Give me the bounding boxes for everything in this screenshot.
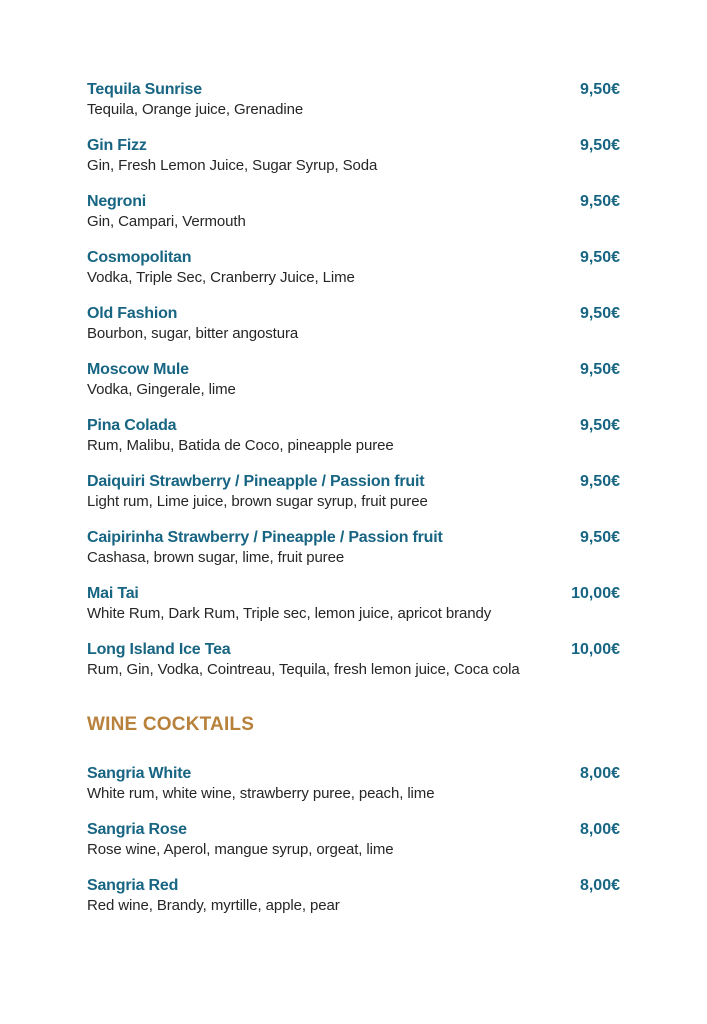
menu-content: [87, 80, 620, 932]
item-price: 10,00€: [571, 585, 620, 602]
item-name: Long Island Ice Tea: [87, 641, 231, 658]
item-price: 9,50€: [579, 193, 620, 210]
item-description: Bourbon, sugar, bitter angostura: [87, 325, 299, 342]
item-name: Mai Tai: [87, 585, 139, 602]
section-header-wine-cocktails: WINE COCKTAILS: [87, 714, 255, 735]
menu-item: [87, 248, 620, 288]
item-description: Red wine, Brandy, myrtille, apple, pear: [87, 897, 340, 914]
cocktails-list: [87, 80, 620, 680]
menu-item-row: [87, 640, 620, 660]
item-price: 8,00€: [579, 821, 620, 838]
item-description: Gin, Fresh Lemon Juice, Sugar Syrup, Soda: [87, 157, 378, 174]
menu-item: [87, 80, 620, 120]
menu-item: [87, 192, 620, 232]
item-name: Cosmopolitan: [87, 249, 192, 266]
menu-item-row: [87, 248, 620, 268]
menu-item: [87, 360, 620, 400]
item-name: Sangria Rose: [87, 821, 187, 838]
item-name: Moscow Mule: [87, 361, 189, 378]
item-description: Vodka, Triple Sec, Cranberry Juice, Lime: [87, 269, 355, 286]
item-price: 9,50€: [579, 417, 620, 434]
item-price: 9,50€: [579, 249, 620, 266]
item-description: Rum, Gin, Vodka, Cointreau, Tequila, fresh lemon juice, Coca cola: [87, 661, 520, 678]
item-name: Sangria White: [87, 765, 192, 782]
menu-item-row: [87, 876, 620, 896]
menu-item-row: [87, 472, 620, 492]
menu-item-row: [87, 136, 620, 156]
item-name: Tequila Sunrise: [87, 81, 202, 98]
menu-item-row: [87, 820, 620, 840]
item-description: Gin, Campari, Vermouth: [87, 213, 246, 230]
item-price: 9,50€: [579, 137, 620, 154]
item-price: 9,50€: [579, 473, 620, 490]
menu-item: [87, 472, 620, 512]
item-description: Cashasa, brown sugar, lime, fruit puree: [87, 549, 345, 566]
item-description: Rose wine, Aperol, mangue syrup, orgeat, lime: [87, 841, 394, 858]
menu-item: [87, 820, 620, 860]
menu-item: [87, 640, 620, 680]
item-name: Pina Colada: [87, 417, 177, 434]
menu-item: [87, 416, 620, 456]
item-price: 9,50€: [579, 529, 620, 546]
menu-item: [87, 764, 620, 804]
item-description: Rum, Malibu, Batida de Coco, pineapple puree: [87, 437, 394, 454]
item-description: Tequila, Orange juice, Grenadine: [87, 101, 304, 118]
menu-item: [87, 528, 620, 568]
item-price: 9,50€: [579, 81, 620, 98]
item-description: Vodka, Gingerale, lime: [87, 381, 236, 398]
item-price: 8,00€: [579, 765, 620, 782]
item-price: 9,50€: [579, 361, 620, 378]
menu-item-row: [87, 584, 620, 604]
menu-item-row: [87, 304, 620, 324]
menu-item-row: [87, 528, 620, 548]
item-name: Caipirinha Strawberry / Pineapple / Passion fruit: [87, 529, 443, 546]
menu-item: [87, 876, 620, 916]
menu-item-row: [87, 416, 620, 436]
item-name: Old Fashion: [87, 305, 178, 322]
item-price: 8,00€: [579, 877, 620, 894]
menu-item-row: [87, 360, 620, 380]
wine-cocktails-list: [87, 764, 620, 916]
menu-item-row: [87, 764, 620, 784]
menu-item: [87, 136, 620, 176]
item-name: Sangria Red: [87, 877, 179, 894]
item-name: Daiquiri Strawberry / Pineapple / Passion fruit: [87, 473, 425, 490]
item-description: Light rum, Lime juice, brown sugar syrup, fruit puree: [87, 493, 428, 510]
menu-item-row: [87, 80, 620, 100]
item-name: Gin Fizz: [87, 137, 147, 154]
menu-item: [87, 304, 620, 344]
menu-item: [87, 584, 620, 624]
menu-item-row: [87, 192, 620, 212]
item-description: White Rum, Dark Rum, Triple sec, lemon juice, apricot brandy: [87, 605, 492, 622]
item-description: White rum, white wine, strawberry puree, peach, lime: [87, 785, 435, 802]
item-name: Negroni: [87, 193, 147, 210]
item-price: 10,00€: [571, 641, 620, 658]
item-price: 9,50€: [579, 305, 620, 322]
